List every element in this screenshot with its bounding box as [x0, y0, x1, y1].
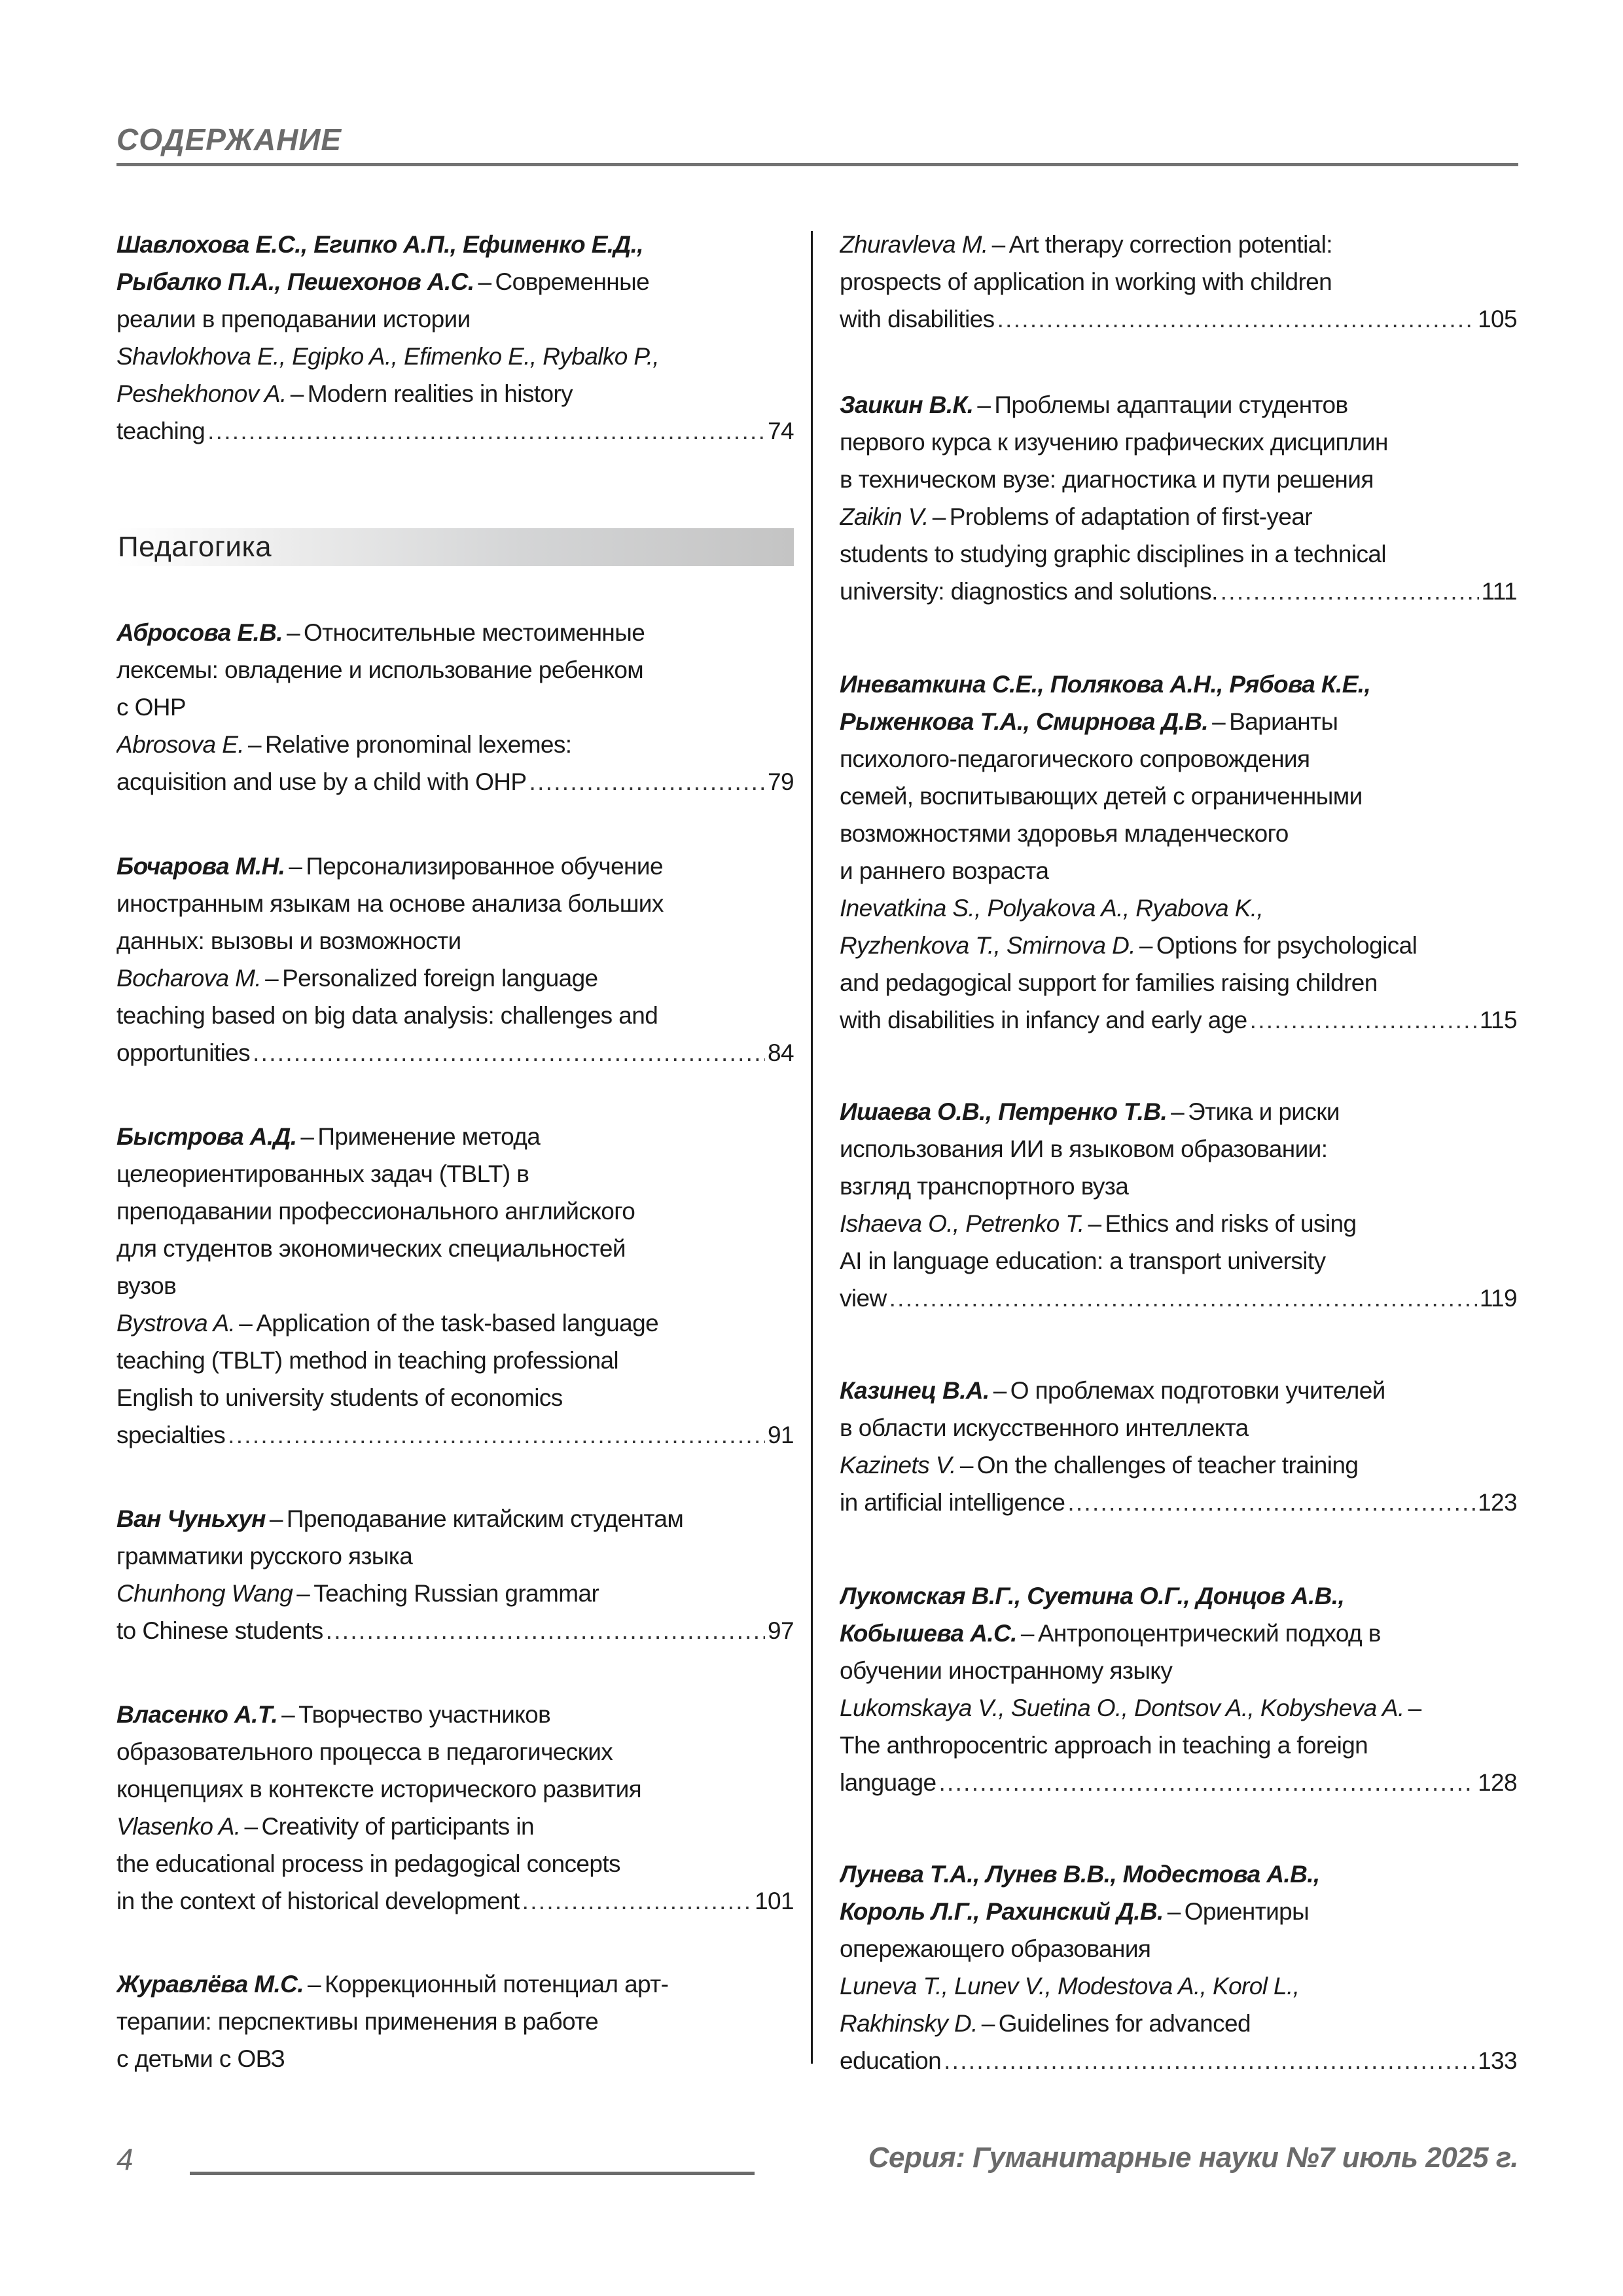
title-text: in the context of historical development [116, 1888, 520, 1914]
toc-line [116, 1575, 794, 1612]
authors-en: Bystrova A. [116, 1310, 236, 1336]
toc-line [116, 226, 794, 263]
toc-line [840, 2042, 1517, 2079]
title-text: целеориентированных задач (TBLT) в [116, 1160, 529, 1187]
page-number: 4 [116, 2142, 134, 2176]
title-text: opportunities [116, 1039, 251, 1066]
title-text: Problems of adaptation of first-year [949, 503, 1313, 530]
toc-line [840, 263, 1517, 300]
dash-separator: – [959, 1452, 973, 1479]
authors-en: Abrosova E. [116, 731, 244, 758]
toc-line [840, 535, 1517, 573]
toc-line [116, 614, 794, 651]
toc-line [116, 1770, 794, 1808]
toc-line [840, 423, 1517, 461]
toc-entry[interactable] [116, 226, 794, 450]
journal-series-label: Серия: Гуманитарные науки №7 июль 2025 г. [868, 2142, 1518, 2174]
toc-line [840, 1652, 1517, 1689]
toc-line [116, 375, 794, 412]
toc-line [840, 1893, 1517, 1930]
toc-line [840, 778, 1517, 815]
title-text: Relative pronominal lexemes: [264, 731, 572, 758]
page-number-link: 128 [1478, 1769, 1517, 1796]
toc-line [840, 1727, 1517, 1764]
toc-line [840, 386, 1517, 423]
page-number-link: 91 [768, 1422, 794, 1448]
title-text: Ethics and risks of using [1105, 1210, 1357, 1237]
dash-separator: – [932, 503, 946, 530]
authors-ru: Ишаева О.В., Петренко Т.В. [840, 1098, 1168, 1125]
title-text: education [840, 2047, 942, 2074]
toc-line [840, 889, 1517, 927]
title-text: психолого-педагогического сопровождения [840, 745, 1310, 772]
authors-ru: Абросова Е.В. [116, 619, 283, 646]
page-title: СОДЕРЖАНИЕ [116, 122, 342, 156]
authors-en: Kazinets V. [840, 1452, 956, 1479]
toc-line [116, 263, 794, 300]
page-number-link: 119 [1479, 1285, 1517, 1312]
toc-line [840, 1130, 1517, 1168]
toc-line [116, 1416, 794, 1454]
toc-line [840, 852, 1517, 889]
title-text: терапии: перспективы применения в работе [116, 2008, 599, 2035]
authors-en: Ryzhenkova T., Smirnova D. [840, 932, 1135, 959]
toc-line [840, 1484, 1517, 1521]
toc-line [840, 703, 1517, 740]
page-number-link: 74 [768, 418, 794, 444]
toc-line [840, 740, 1517, 778]
toc-line [116, 726, 794, 763]
title-text: вузов [116, 1272, 177, 1299]
title-text: teaching [116, 418, 205, 444]
dot-leader [228, 1416, 765, 1454]
dash-separator: – [286, 619, 300, 646]
title-text: language [840, 1769, 936, 1796]
toc-line [840, 573, 1517, 610]
dot-leader [326, 1612, 765, 1649]
toc-entry[interactable] [840, 1372, 1517, 1521]
toc-entry[interactable] [116, 1965, 794, 2077]
title-text: AI in language education: a transport university [840, 1247, 1326, 1274]
dash-separator: – [290, 380, 304, 407]
toc-line [116, 1965, 794, 2003]
toc-entry[interactable] [116, 1500, 794, 1649]
toc-line [116, 1845, 794, 1882]
page-number-link: 101 [755, 1888, 794, 1914]
toc-line [116, 412, 794, 450]
title-text: in artificial intelligence [840, 1489, 1065, 1516]
toc-line [840, 1446, 1517, 1484]
authors-en: Shavlokhova E., Egipko A., Efimenko E., Rybalko P., [116, 343, 660, 370]
title-text: и раннего возраста [840, 857, 1049, 884]
toc-line [116, 338, 794, 375]
title-text: семей, воспитывающих детей с ограниченными [840, 783, 1363, 810]
title-text: Антропоцентрический подход в [1037, 1620, 1381, 1647]
title-text: specialties [116, 1422, 226, 1448]
title-text: view [840, 1285, 887, 1312]
authors-ru: Власенко А.Т. [116, 1701, 278, 1728]
toc-line [116, 2040, 794, 2077]
toc-entry[interactable] [840, 386, 1517, 610]
dash-separator: – [265, 965, 279, 992]
toc-line [116, 1733, 794, 1770]
page-number-link: 123 [1478, 1489, 1517, 1516]
toc-entry[interactable] [116, 1118, 794, 1454]
toc-line [840, 1856, 1517, 1893]
title-text: Creativity of participants in [261, 1813, 534, 1840]
page-number-link: 84 [768, 1039, 794, 1066]
page-number-link: 105 [1478, 306, 1517, 332]
page-number-link: 111 [1481, 578, 1517, 605]
dash-separator: – [991, 231, 1005, 258]
title-text: On the challenges of teacher training [976, 1452, 1359, 1479]
toc-line [116, 922, 794, 960]
title-text: преподавании профессионального английского [116, 1198, 635, 1225]
page-number-link: 115 [1479, 1007, 1517, 1033]
title-text: Коррекционный потенциал арт- [324, 1971, 669, 1998]
dash-separator: – [1171, 1098, 1185, 1125]
title-text: Относительные местоименные [303, 619, 645, 646]
title-text: концепциях в контексте исторического развития [116, 1776, 642, 1803]
title-text: Проблемы адаптации студентов [994, 391, 1348, 418]
title-text: Options for psychological [1156, 932, 1418, 959]
title-text: использования ИИ в языковом образовании: [840, 1136, 1328, 1162]
title-text: Персонализированное обучение [306, 853, 663, 880]
dash-separator: – [1408, 1695, 1421, 1721]
dash-separator: – [281, 1701, 295, 1728]
title-text: в техническом вузе: диагностика и пути решения [840, 466, 1374, 493]
page-number-link: 97 [768, 1617, 794, 1644]
authors-ru: Рыженкова Т.А., Смирнова Д.В. [840, 708, 1209, 735]
authors-ru: Заикин В.К. [840, 391, 974, 418]
dash-separator: – [993, 1377, 1007, 1404]
toc-line [840, 498, 1517, 535]
dash-separator: – [478, 268, 491, 295]
toc-line [840, 1615, 1517, 1652]
toc-line [840, 1930, 1517, 1967]
authors-ru: Рыбалко П.А., Пешехонов А.С. [116, 268, 474, 295]
dot-leader [1250, 1001, 1477, 1039]
dash-separator: – [239, 1310, 253, 1336]
toc-line [116, 1155, 794, 1193]
toc-line [116, 1537, 794, 1575]
title-text: Творчество участников [298, 1701, 551, 1728]
dot-leader [889, 1280, 1477, 1317]
title-text: acquisition and use by a child with OHP [116, 768, 527, 795]
authors-ru: Лунева Т.А., Лунев В.В., Модестова А.В., [840, 1861, 1320, 1888]
title-text: обучении иностранному языку [840, 1657, 1173, 1684]
toc-line [116, 689, 794, 726]
toc-line [116, 960, 794, 997]
authors-en: Bocharova M. [116, 965, 262, 992]
toc-line [840, 1205, 1517, 1242]
title-text: with disabilities in infancy and early age [840, 1007, 1247, 1033]
dot-leader [522, 1882, 752, 1920]
title-text: иностранным языкам на основе анализа больших [116, 890, 664, 917]
toc-line [116, 651, 794, 689]
toc-line [116, 885, 794, 922]
toc-line [840, 1168, 1517, 1205]
authors-ru: Быстрова А.Д. [116, 1123, 297, 1150]
title-text: to Chinese students [116, 1617, 323, 1644]
authors-ru: Иневаткина С.Е., Полякова А.Н., Рябова К.Е., [840, 671, 1371, 698]
title-text: Преподавание китайским студентам [286, 1505, 684, 1532]
toc-line [116, 2003, 794, 2040]
title-text: первого курса к изучению графических дисциплин [840, 429, 1388, 456]
toc-entry[interactable] [840, 666, 1517, 1039]
toc-line [116, 763, 794, 800]
authors-ru: Лукомская В.Г., Суетина О.Г., Донцов А.В., [840, 1583, 1345, 1609]
toc-line [840, 2005, 1517, 2042]
dot-leader [997, 300, 1475, 338]
toc-line [840, 300, 1517, 338]
title-text: Personalized foreign language [282, 965, 598, 992]
title-text: возможностями здоровья младенческого [840, 820, 1289, 847]
title-text: реалии в преподавании истории [116, 306, 471, 332]
toc-line [840, 1372, 1517, 1409]
toc-line [840, 1967, 1517, 2005]
dash-separator: – [300, 1123, 314, 1150]
title-text: Ориентиры [1184, 1898, 1310, 1925]
title-text: Варианты [1229, 708, 1338, 735]
toc-line [840, 226, 1517, 263]
title-text: Art therapy correction potential: [1008, 231, 1332, 258]
authors-en: Ishaeva O., Petrenko T. [840, 1210, 1084, 1237]
toc-line [116, 1696, 794, 1733]
toc-line [840, 461, 1517, 498]
toc-line [840, 927, 1517, 964]
dash-separator: – [244, 1813, 258, 1840]
authors-en: Luneva T., Lunev V., Modestova A., Korol L., [840, 1973, 1300, 2000]
authors-ru: Журавлёва М.С. [116, 1971, 304, 1998]
authors-en: Inevatkina S., Polyakova A., Ryabova K., [840, 895, 1264, 922]
title-text: с ОНР [116, 694, 186, 721]
authors-en: Vlasenko A. [116, 1813, 241, 1840]
title-text: О проблемах подготовки учителей [1010, 1377, 1385, 1404]
header-rule [116, 163, 1518, 166]
dash-separator: – [1139, 932, 1152, 959]
title-text: в области искусственного интеллекта [840, 1414, 1249, 1441]
footer-rule [190, 2172, 755, 2175]
page-number-link: 79 [768, 768, 794, 795]
authors-en: Lukomskaya V., Suetina O., Dontsov A., Kobysheva A. [840, 1695, 1404, 1721]
authors-en: Chunhong Wang [116, 1580, 293, 1607]
title-text: the educational process in pedagogical concepts [116, 1850, 620, 1877]
toc-line [116, 1267, 794, 1304]
toc-line [840, 815, 1517, 852]
toc-line [840, 1280, 1517, 1317]
toc-line [840, 1093, 1517, 1130]
title-text: Применение метода [317, 1123, 541, 1150]
section-header-pedagogy [116, 528, 794, 566]
dash-separator: – [977, 391, 991, 418]
dot-leader [207, 412, 765, 450]
toc-line [116, 1034, 794, 1071]
title-text: взгляд транспортного вуза [840, 1173, 1129, 1200]
dash-separator: – [1167, 1898, 1181, 1925]
toc-entry[interactable] [116, 848, 794, 1071]
toc-line [840, 1689, 1517, 1727]
title-text: опережающего образования [840, 1935, 1151, 1962]
dot-leader [944, 2042, 1475, 2079]
toc-line [116, 1193, 794, 1230]
toc-entry[interactable] [840, 1856, 1517, 2079]
authors-ru: Ван Чуньхун [116, 1505, 266, 1532]
authors-en: Rakhinsky D. [840, 2010, 978, 2037]
authors-ru: Кобышева А.С. [840, 1620, 1017, 1647]
dash-separator: – [289, 853, 302, 880]
title-text: лексемы: овладение и использование ребенком [116, 656, 644, 683]
dash-separator: – [307, 1971, 321, 1998]
dash-separator: – [1020, 1620, 1034, 1647]
toc-line [116, 1379, 794, 1416]
toc-line [116, 848, 794, 885]
dash-separator: – [269, 1505, 283, 1532]
dash-separator: – [1212, 708, 1226, 735]
dot-leader [1067, 1484, 1475, 1521]
dot-leader [529, 763, 766, 800]
authors-en: Peshekhonov A. [116, 380, 287, 407]
toc-line [116, 1612, 794, 1649]
title-text: грамматики русского языка [116, 1543, 413, 1570]
dot-leader [253, 1034, 765, 1071]
dash-separator: – [296, 1580, 310, 1607]
toc-line [116, 1230, 794, 1267]
toc-entry[interactable] [840, 1093, 1517, 1317]
toc-line [116, 997, 794, 1034]
toc-line [840, 964, 1517, 1001]
toc-entry[interactable] [840, 226, 1517, 338]
title-text: Teaching Russian grammar [313, 1580, 599, 1607]
toc-line [116, 1304, 794, 1342]
column-divider [811, 231, 813, 2064]
toc-line [840, 1577, 1517, 1615]
title-text: Application of the task-based language [256, 1310, 659, 1336]
toc-line [840, 1409, 1517, 1446]
title-text: and pedagogical support for families raising children [840, 969, 1378, 996]
title-text: with disabilities [840, 306, 995, 332]
dash-separator: – [981, 2010, 995, 2037]
toc-line [116, 1342, 794, 1379]
toc-line [116, 1882, 794, 1920]
authors-ru: Бочарова М.Н. [116, 853, 285, 880]
title-text: для студентов экономических специальностей [116, 1235, 626, 1262]
dot-leader [938, 1764, 1475, 1801]
title-text: Современные [495, 268, 650, 295]
authors-en: Zaikin V. [840, 503, 929, 530]
toc-line [116, 1118, 794, 1155]
page-number-link: 133 [1478, 2047, 1517, 2074]
title-text: teaching based on big data analysis: challenges and [116, 1002, 658, 1029]
title-text: The anthropocentric approach in teaching a foreign [840, 1732, 1368, 1759]
toc-line [840, 666, 1517, 703]
title-text: Modern realities in history [307, 380, 573, 407]
title-text: prospects of application in working with children [840, 268, 1332, 295]
toc-line [840, 1001, 1517, 1039]
title-text: Этика и риски [1188, 1098, 1340, 1125]
title-text: English to university students of economics [116, 1384, 563, 1411]
toc-line [840, 1764, 1517, 1801]
toc-line [840, 1242, 1517, 1280]
authors-ru: Король Л.Г., Рахинский Д.В. [840, 1898, 1164, 1925]
toc-line [116, 300, 794, 338]
authors-en: Zhuravleva M. [840, 231, 988, 258]
title-text: university: diagnostics and solutions. [840, 578, 1218, 605]
title-text: образовательного процесса в педагогических [116, 1738, 613, 1765]
title-text: данных: вызовы и возможности [116, 927, 461, 954]
title-text: Guidelines for advanced [998, 2010, 1251, 2037]
toc-entry[interactable] [840, 1577, 1517, 1801]
dot-leader [1221, 573, 1479, 610]
toc-entry[interactable] [116, 614, 794, 800]
dash-separator: – [247, 731, 261, 758]
toc-entry[interactable] [116, 1696, 794, 1920]
title-text: students to studying graphic disciplines in a technical [840, 541, 1386, 567]
dash-separator: – [1088, 1210, 1101, 1237]
title-text: с детьми с ОВЗ [116, 2045, 285, 2072]
toc-line [116, 1500, 794, 1537]
authors-ru: Шавлохова Е.С., Египко А.П., Ефименко Е.Д., [116, 231, 643, 258]
section-title: Педагогика [118, 531, 272, 563]
authors-ru: Казинец В.А. [840, 1377, 990, 1404]
title-text: teaching (TBLT) method in teaching professional [116, 1347, 619, 1374]
toc-line [116, 1808, 794, 1845]
